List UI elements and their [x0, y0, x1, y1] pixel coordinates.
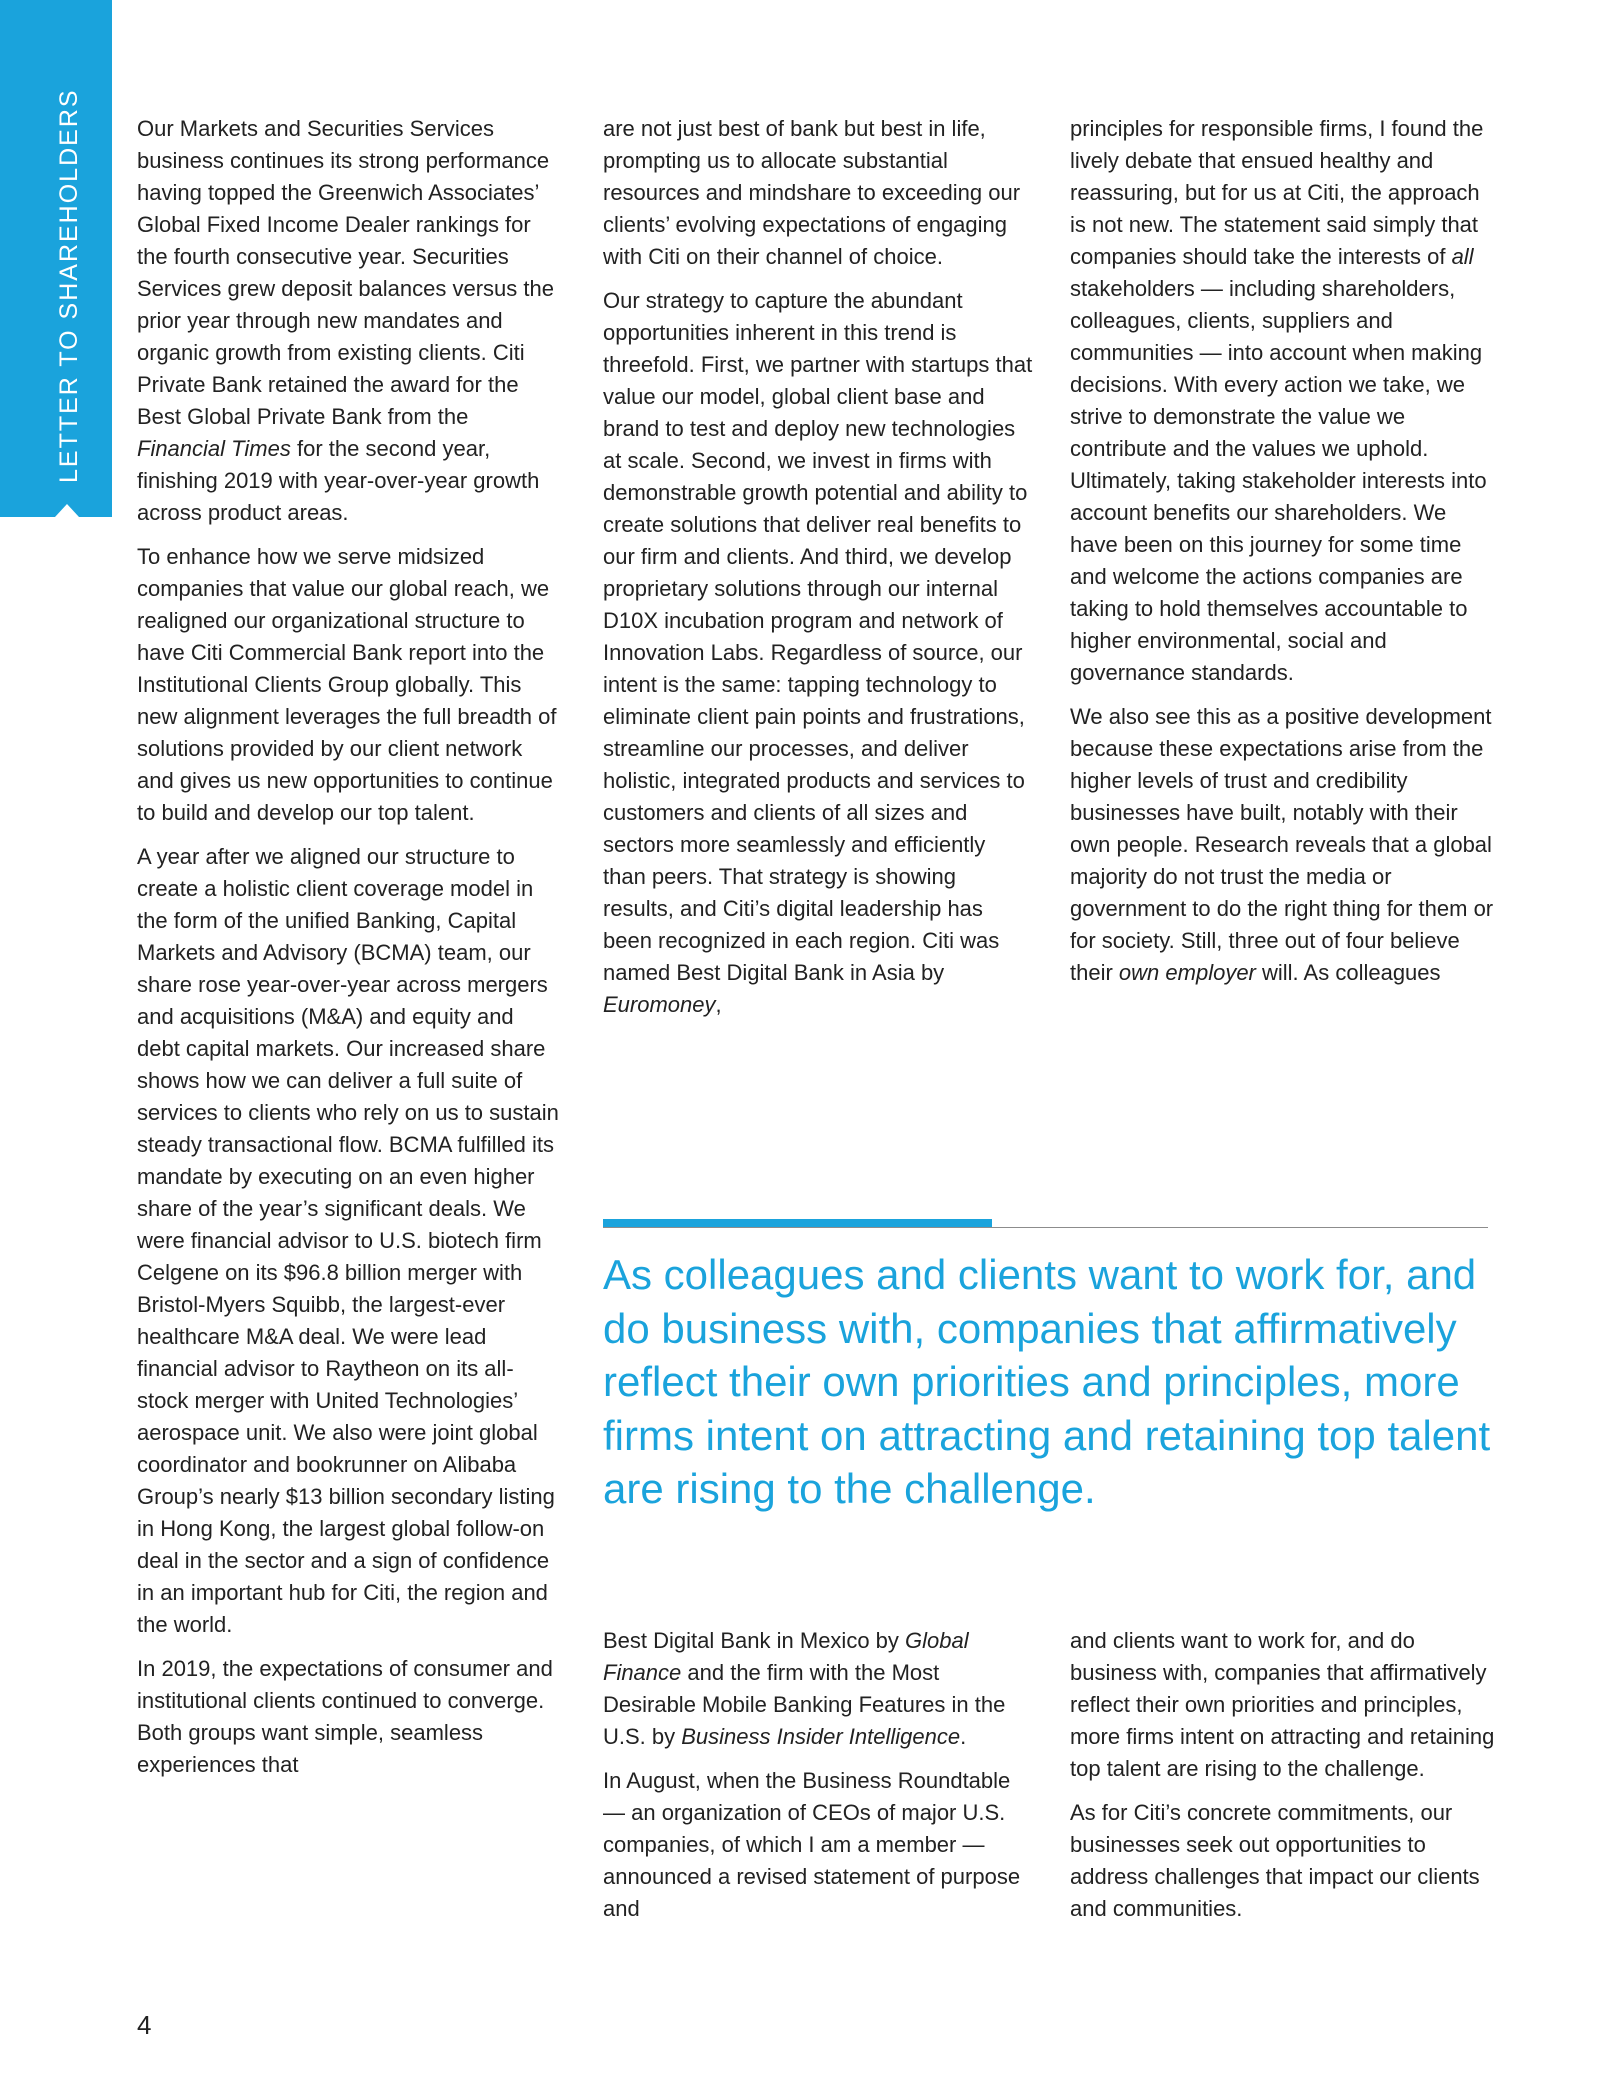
body-text: ,: [715, 992, 722, 1017]
body-text: and the firm with the Most Desirable Mobile Banking Features in the U.S. by: [603, 1660, 1006, 1749]
paragraph: [603, 285, 1033, 1021]
body-text: .: [960, 1724, 967, 1749]
paragraph: [603, 1625, 1028, 1753]
body-text: To enhance how we serve midsized companies that value our global reach, we realigned our organizational structure to have Citi Commercial Bank report into the Institutional Clients Group globally. This new alignment leverages the full breadth of solutions provided by our client network and gives us new opportunities to continue to build and develop our top talent.: [137, 544, 557, 825]
body-text: and clients want to work for, and do business with, companies that affirmatively reflect their own priorities and principles, more firms intent on attracting and retaining top talent are rising to the challenge.: [1070, 1628, 1495, 1781]
paragraph: [1070, 701, 1495, 989]
page-number: 4: [137, 2010, 152, 2040]
body-text: principles for responsible firms, I found the lively debate that ensued healthy and reassuring, but for us at Citi, the approach is not new. The statement said simply that companies should take the interests of: [1070, 116, 1484, 269]
italic-text: Financial Times: [137, 436, 291, 461]
paragraph: [1070, 1625, 1495, 1785]
italic-text: Global Finance: [603, 1628, 969, 1685]
body-column-5: [1070, 1625, 1495, 1937]
paragraph: [137, 113, 559, 529]
paragraph: [1070, 113, 1495, 689]
pull-quote-rule: [603, 1227, 1488, 1228]
body-column-2: [603, 113, 1033, 1033]
body-column-1: [137, 113, 559, 1793]
section-tab: [0, 0, 112, 517]
pull-quote-accent-bar: [603, 1219, 992, 1227]
body-text: are not just best of bank but best in life, prompting us to allocate substantial resources and mindshare to exceeding our clients’ evolving expectations of engaging with Citi on their channel of choice.: [603, 116, 1021, 269]
body-text: stakeholders — including shareholders, colleagues, clients, suppliers and communities — into account when making decisions. With every action we take, we strive to demonstrate the value we contribute and the values we uphold. Ultimately, taking stakeholder interests into account benefits our shareholders. We have been on this journey for some time and welcome the actions companies are taking to hold themselves accountable to higher environmental, social and governance standards.: [1070, 276, 1487, 685]
body-column-3: [1070, 113, 1495, 1001]
body-text: In August, when the Business Roundtable — an organization of CEOs of major U.S. companies, of which I am a member — announced a revised statement of purpose and: [603, 1768, 1021, 1921]
body-text: We also see this as a positive development because these expectations arise from the higher levels of trust and credibility businesses have built, notably with their own people. Research reveals that a global majority do not trust the media or government to do the right thing for them or for society. Still, three out of four believe their: [1070, 704, 1494, 985]
body-column-4: [603, 1625, 1028, 1937]
italic-text: Business Insider Intelligence: [681, 1724, 961, 1749]
italic-text: all: [1451, 244, 1474, 269]
body-text: A year after we aligned our structure to create a holistic client coverage model in the form of the unified Banking, Capital Markets and Advisory (BCMA) team, our share rose year-over-year across mergers and acquisitions (M&A) and equity and debt capital markets. Our increased share shows how we can deliver a full suite of services to clients who rely on us to sustain steady transactional flow. BCMA fulfilled its mandate by executing on an even higher share of the year’s significant deals. We were financial advisor to U.S. biotech firm Celgene on its $96.8 billion merger with Bristol-Myers Squibb, the largest-ever healthcare M&A deal. We were lead financial advisor to Raytheon on its all-stock merger with United Technologies’ aerospace unit. We also were joint global coordinator and bookrunner on Alibaba Group’s nearly $13 billion secondary listing in Hong Kong, the largest global follow-on deal in the sector and a sign of confidence in an important hub for Citi, the region and the world.: [137, 844, 559, 1637]
body-text: Our Markets and Securities Services business continues its strong performance having topped the Greenwich Associates’ Global Fixed Income Dealer rankings for the fourth consecutive year. Securities Services grew deposit balances versus the prior year through new mandates and organic growth from existing clients. Citi Private Bank retained the award for the Best Global Private Bank from the: [137, 116, 554, 429]
italic-text: Euromoney: [603, 992, 716, 1017]
paragraph: [137, 1653, 559, 1781]
paragraph: [603, 113, 1033, 273]
body-text: for the second year, finishing 2019 with year-over-year growth across product areas.: [137, 436, 540, 525]
paragraph: [137, 541, 559, 829]
body-text: will. As colleagues: [1255, 960, 1441, 985]
body-text: In 2019, the expectations of consumer and institutional clients continued to converge. Both groups want simple, seamless experiences that: [137, 1656, 553, 1777]
paragraph: [1070, 1797, 1495, 1925]
body-text: Our strategy to capture the abundant opportunities inherent in this trend is threefold. First, we partner with startups that value our model, global client base and brand to test and deploy new technologies at scale. Second, we invest in firms with demonstrable growth potential and ability to create solutions that deliver real benefits to our firm and clients. And third, we develop proprietary solutions through our internal D10X incubation program and network of Innovation Labs. Regardless of source, our intent is the same: tapping technology to eliminate client pain points and frustrations, streamline our processes, and deliver holistic, integrated products and services to customers and clients of all sizes and sectors more seamlessly and efficiently than peers. That strategy is showing results, and Citi’s digital leadership has been recognized in each region. Citi was named Best Digital Bank in Asia by: [603, 288, 1033, 985]
body-text: As for Citi’s concrete commitments, our businesses seek out opportunities to address challenges that impact our clients and communities.: [1070, 1800, 1480, 1921]
paragraph: [603, 1765, 1028, 1925]
pull-quote: As colleagues and clients want to work for, and do business with, companies that affirmatively reflect their own priorities and principles, more firms intent on attracting and retaining top talent are rising to the challenge.: [603, 1251, 1491, 1512]
italic-text: own employer: [1118, 960, 1256, 985]
section-tab-label: LETTER TO SHAREHOLDERS: [55, 88, 83, 483]
body-text: Best Digital Bank in Mexico by: [603, 1628, 906, 1653]
paragraph: [137, 841, 559, 1641]
tab-notch: [55, 504, 79, 517]
